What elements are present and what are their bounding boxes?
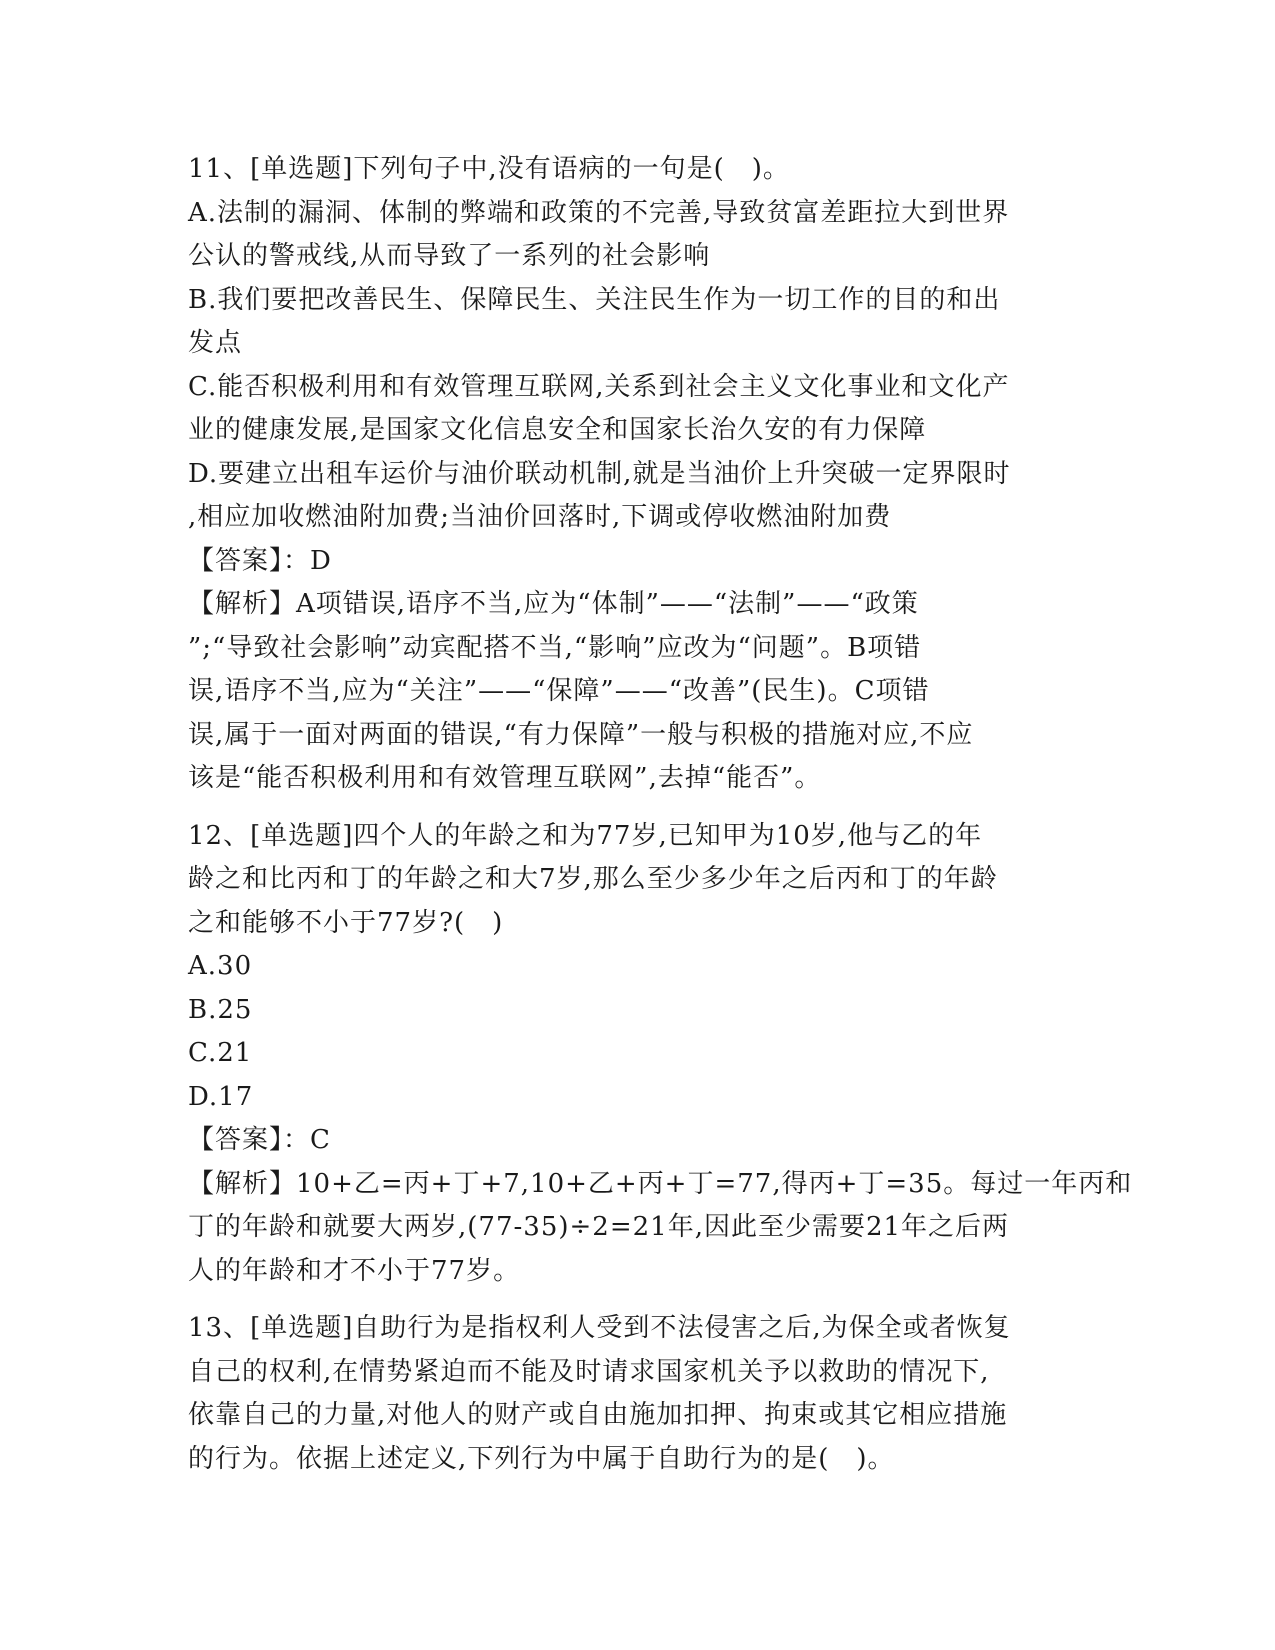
option-d: D.要建立出租车运价与油价联动机制,就是当油价上升突破一定界限时	[188, 458, 1011, 489]
question-spacer	[188, 1293, 1063, 1307]
question-stem-continued: 之和能够不小于77岁?( )	[188, 907, 504, 938]
option-a-continued: 公认的警戒线,从而导致了一系列的社会影响	[188, 241, 711, 271]
option-d: D.17	[188, 1081, 254, 1112]
question-stem: 13、[单选题]自助行为是指权利人受到不法侵害之后,为保全或者恢复	[188, 1313, 1011, 1343]
analysis-line: 【解析】A项错误,语序不当,应为“体制”——“法制”——“政策	[188, 589, 919, 619]
question-11	[188, 148, 1063, 801]
analysis-line: 丁的年龄和就要大两岁,(77-35)÷2=21年,因此至少需要21年之后两	[188, 1212, 1010, 1242]
option-b: B.我们要把改善民生、保障民生、关注民生作为一切工作的目的和出	[188, 284, 1001, 315]
question-stem: 12、[单选题]四个人的年龄之和为77岁,已知甲为10岁,他与乙的年	[188, 820, 983, 851]
document-content	[188, 148, 1133, 1481]
analysis-line: 误,语序不当,应为“关注”——“保障”——“改善”(民生)。C项错	[188, 676, 930, 706]
question-stem-continued: 依靠自己的力量,对他人的财产或自由施加扣押、拘束或其它相应措施	[188, 1400, 1008, 1430]
analysis-line: ”;“导致社会影响”动宾配搭不当,“影响”应改为“问题”。B项错	[188, 632, 922, 663]
option-c: C.能否积极利用和有效管理互联网,关系到社会主义文化事业和文化产	[188, 371, 1010, 402]
option-a: A.30	[188, 951, 253, 981]
analysis-line: 误,属于一面对两面的错误,“有力保障”一般与积极的措施对应,不应	[188, 719, 974, 750]
option-a: A.法制的漏洞、体制的弊端和政策的不完善,导致贫富差距拉大到世界	[188, 197, 1010, 228]
question-spacer	[188, 801, 1063, 815]
analysis-line: 该是“能否积极利用和有效管理互联网”,去掉“能否”。	[188, 763, 822, 793]
option-c-continued: 业的健康发展,是国家文化信息安全和国家长治久安的有力保障	[188, 415, 927, 445]
question-stem: 11、[单选题]下列句子中,没有语病的一句是( )。	[188, 154, 790, 184]
question-stem-continued: 的行为。依据上述定义,下列行为中属于自助行为的是( )。	[188, 1443, 895, 1474]
option-d-continued: ,相应加收燃油附加费;当油价回落时,下调或停收燃油附加费	[188, 502, 892, 532]
question-12	[188, 815, 1133, 1294]
analysis-line: 人的年龄和才不小于77岁。	[188, 1255, 521, 1286]
question-stem-continued: 自己的权利,在情势紧迫而不能及时请求国家机关予以救助的情况下,	[188, 1356, 990, 1387]
answer-line: 【答案】：D	[188, 545, 332, 576]
analysis-line: 【解析】10+乙=丙+丁+7,10+乙+丙+丁=77,得丙+丁=35。每过一年丙和	[188, 1168, 1133, 1199]
answer-line: 【答案】：C	[188, 1125, 331, 1155]
question-stem-continued: 龄之和比丙和丁的年龄之和大7岁,那么至少多少年之后丙和丁的年龄	[188, 864, 998, 894]
question-13	[188, 1307, 1063, 1481]
option-c: C.21	[188, 1038, 253, 1068]
option-b-continued: 发点	[188, 328, 243, 358]
option-b: B.25	[188, 994, 253, 1025]
